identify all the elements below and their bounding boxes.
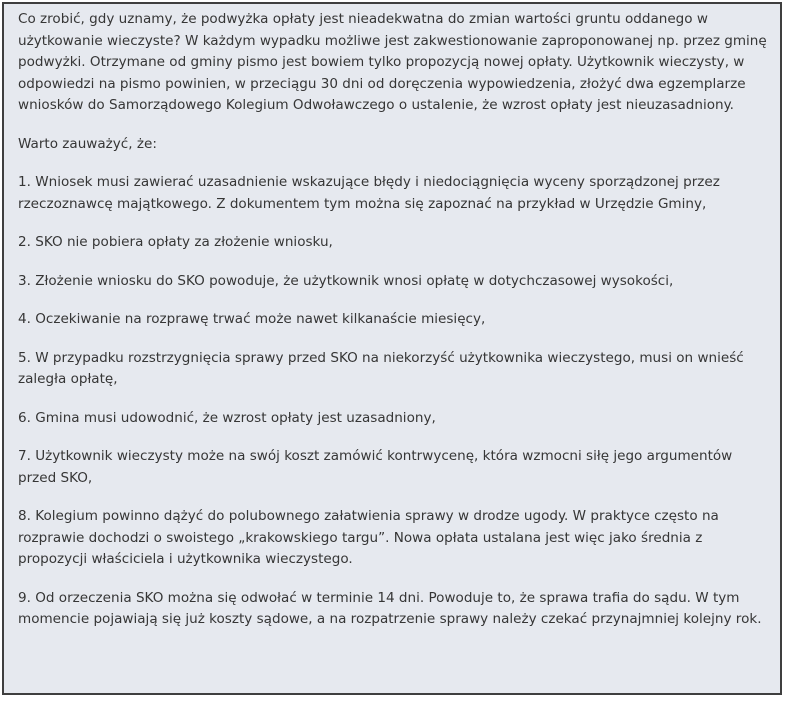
list-item-2: 2. SKO nie pobiera opłaty za złożenie wniosku, <box>18 234 333 250</box>
list-item-1: 1. Wniosek musi zawierać uzasadnienie wskazujące błędy i niedociągnięcia wyceny sporządzonej przez rzeczoznawcę majątkowego. Z dokumentem tym można się zapoznać na przykład w Urzędzie Gminy, <box>18 174 720 212</box>
list-item-5: 5. W przypadku rozstrzygnięcia sprawy przed SKO na niekorzyść użytkownika wieczystego, musi on wnieść zaległa opłatę, <box>18 349 744 387</box>
text-box <box>2 2 782 695</box>
list-item-7: 7. Użytkownik wieczysty może na swój koszt zamówić kontrwycenę, która wzmocni siłę jego argumentów przed SKO, <box>18 448 733 486</box>
list-item-6: 6. Gmina musi udowodnić, że wzrost opłaty jest uzasadniony, <box>18 409 436 426</box>
list-item-8: 8. Kolegium powinno dążyć do polubownego załatwienia sprawy w drodze ugody. W praktyce często na rozprawie dochodzi o swoistego „krakowskiego targu”. Nowa opłata ustalana jest więc jako średnia z propozycji właściciela i użytkownika wieczystego. <box>18 508 719 567</box>
intro-paragraph: Co zrobić, gdy uznamy, że podwyżka opłaty jest nieadekwatna do zmian wartości gruntu oddanego w użytkowanie wieczyste? W każdym wypadku możliwe jest zakwestionowanie zaproponowanej np. przez gminę podwyżki. Otrzymane od gminy pismo jest bowiem tylko propozycją nowej opłaty. Użytkownik wieczysty, w odpowiedzi na pismo powinien, w przeciągu 30 dni od doręczenia wypowiedzenia, złożyć dwa egzemplarze wniosków do Samorządowego Kolegium Odwoławczego o ustalenie, że wzrost opłaty jest nieuzasadniony. <box>18 11 767 113</box>
list-item-3: 3. Złożenie wniosku do SKO powoduje, że użytkownik wnosi opłatę w dotychczasowej wysokości, <box>18 272 674 289</box>
list-item-9: 9. Od orzeczenia SKO można się odwołać w terminie 14 dni. Powoduje to, że sprawa trafia do sądu. W tym momencie pojawiają się już koszty sądowe, a na rozpatrzenie sprawy należy czekać przynajmniej kolejny rok. <box>18 589 762 627</box>
list-item-4: 4. Oczekiwanie na rozprawę trwać może nawet kilkanaście miesięcy, <box>18 311 486 327</box>
list-heading: Warto zauważyć, że: <box>18 135 157 152</box>
